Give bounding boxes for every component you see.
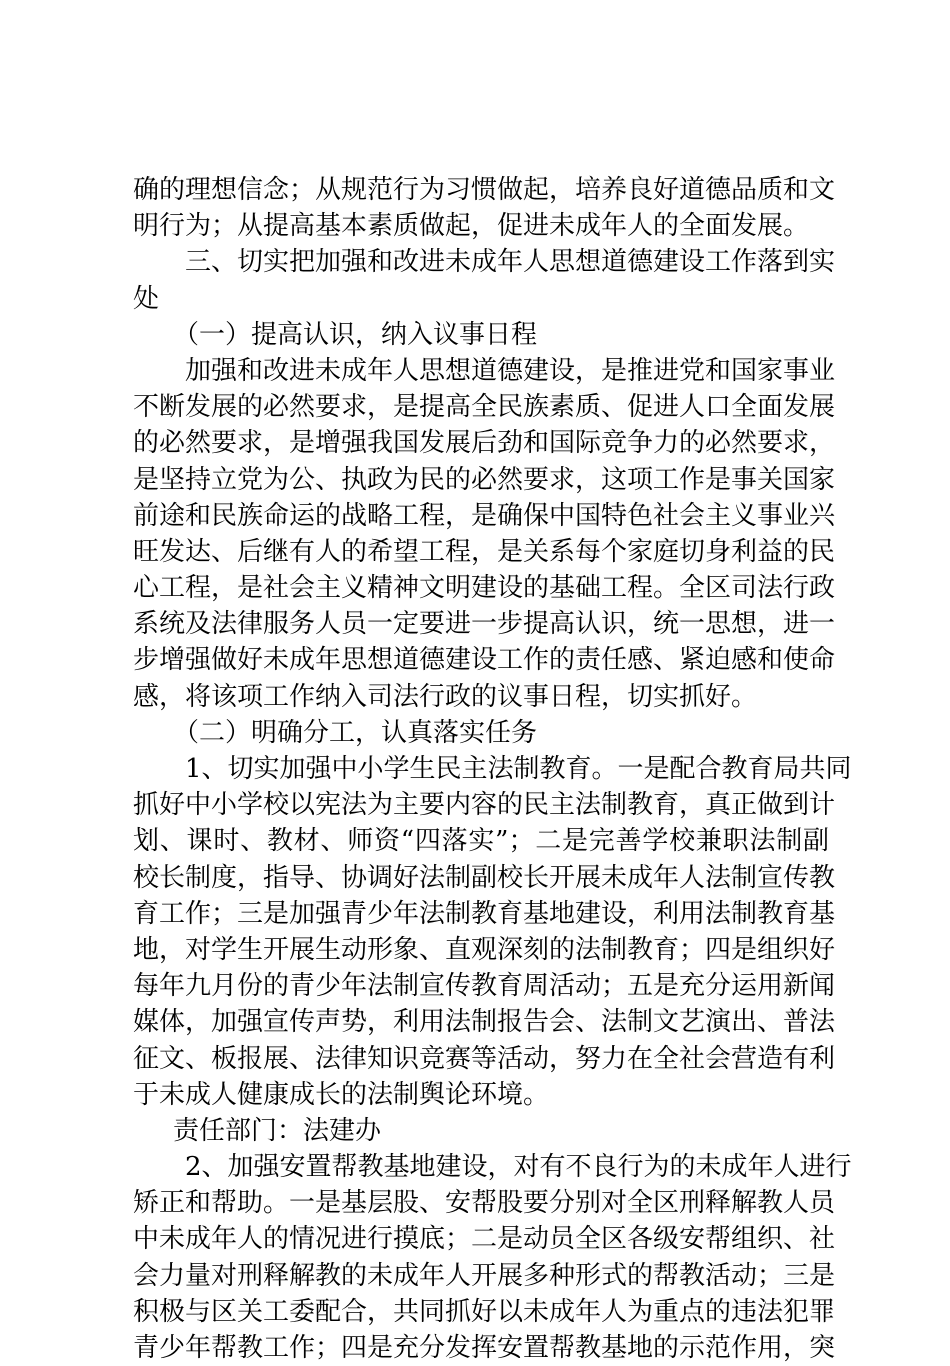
text-line: 地，对学生开展生动形象、直观深刻的法制教育；四是组织好	[133, 934, 836, 965]
text-line: 的必然要求，是增强我国发展后劲和国际竞争力的必然要求，	[133, 428, 836, 459]
text-line: 积极与区关工委配合，共同抓好以未成年人为重点的违法犯罪	[133, 1296, 836, 1327]
text-line: 征文、板报展、法律知识竞赛等活动，努力在全社会营造有利	[133, 1043, 836, 1074]
text-line: 步增强做好未成年思想道德建设工作的责任感、紧迫感和使命	[133, 645, 836, 676]
text-line: 旺发达、后继有人的希望工程，是关系每个家庭切身利益的民	[133, 536, 836, 567]
document-body	[133, 172, 852, 1366]
text-line: 育工作；三是加强青少年法制教育基地建设，利用法制教育基	[133, 898, 836, 929]
text-line: 前途和民族命运的战略工程，是确保中国特色社会主义事业兴	[133, 500, 836, 531]
text-line: 心工程，是社会主义精神文明建设的基础工程。全区司法行政	[133, 573, 836, 604]
paragraph-start: 1、切实加强中小学生民主法制教育。一是配合教育局共同	[185, 754, 852, 784]
paragraph-start: 2、加强安置帮教基地建设，对有不良行为的未成年人进行	[185, 1152, 852, 1183]
text-line: 划、课时、教材、师资“四落实”；二是完善学校兼职法制副	[133, 826, 829, 857]
responsible-department: 责任部门：法建办	[173, 1115, 382, 1146]
section-heading: 三、切实把加强和改进未成年人思想道德建设工作落到实	[185, 247, 836, 278]
text-line: 青少年帮教工作；四是充分发挥安置帮教基地的示范作用，突	[133, 1333, 836, 1363]
text-line: 于未成人健康成长的法制舆论环境。	[133, 1079, 550, 1110]
text-line: 抓好中小学校以宪法为主要内容的民主法制教育，真正做到计	[133, 790, 836, 821]
text-line: 中未成年人的情况进行摸底；二是动员全区各级安帮组织、社	[133, 1224, 836, 1255]
subsection-heading: （二）明确分工，认真落实任务	[173, 717, 538, 748]
text-line: 不断发展的必然要求，是提高全民族素质、促进人口全面发展	[133, 392, 836, 423]
text-line: 确的理想信念；从规范行为习惯做起，培养良好道德品质和文	[133, 175, 836, 205]
subsection-heading: （一）提高认识，纳入议事日程	[173, 319, 538, 350]
text-line: 媒体，加强宣传声势，利用法制报告会、法制文艺演出、普法	[133, 1007, 836, 1038]
text-line: 校长制度，指导、协调好法制副校长开展未成年人法制宣传教	[133, 862, 836, 893]
text-line: 矫正和帮助。一是基层股、安帮股要分别对全区刑释解教人员	[133, 1188, 836, 1219]
text-line: 感，将该项工作纳入司法行政的议事日程，切实抓好。	[133, 681, 758, 712]
text-line: 系统及法律服务人员一定要进一步提高认识，统一思想，进一	[133, 609, 836, 640]
text-line: 明行为；从提高基本素质做起，促进未成年人的全面发展。	[133, 211, 810, 242]
paragraph-start: 加强和改进未成年人思想道德建设，是推进党和国家事业	[185, 355, 836, 386]
section-heading-continued: 处	[133, 283, 160, 314]
text-line: 每年九月份的青少年法制宣传教育周活动；五是充分运用新闻	[133, 971, 836, 1002]
text-line: 是坚持立党为公、执政为民的必然要求，这项工作是事关国家	[133, 464, 836, 495]
text-line: 会力量对刑释解教的未成年人开展多种形式的帮教活动；三是	[133, 1260, 836, 1291]
